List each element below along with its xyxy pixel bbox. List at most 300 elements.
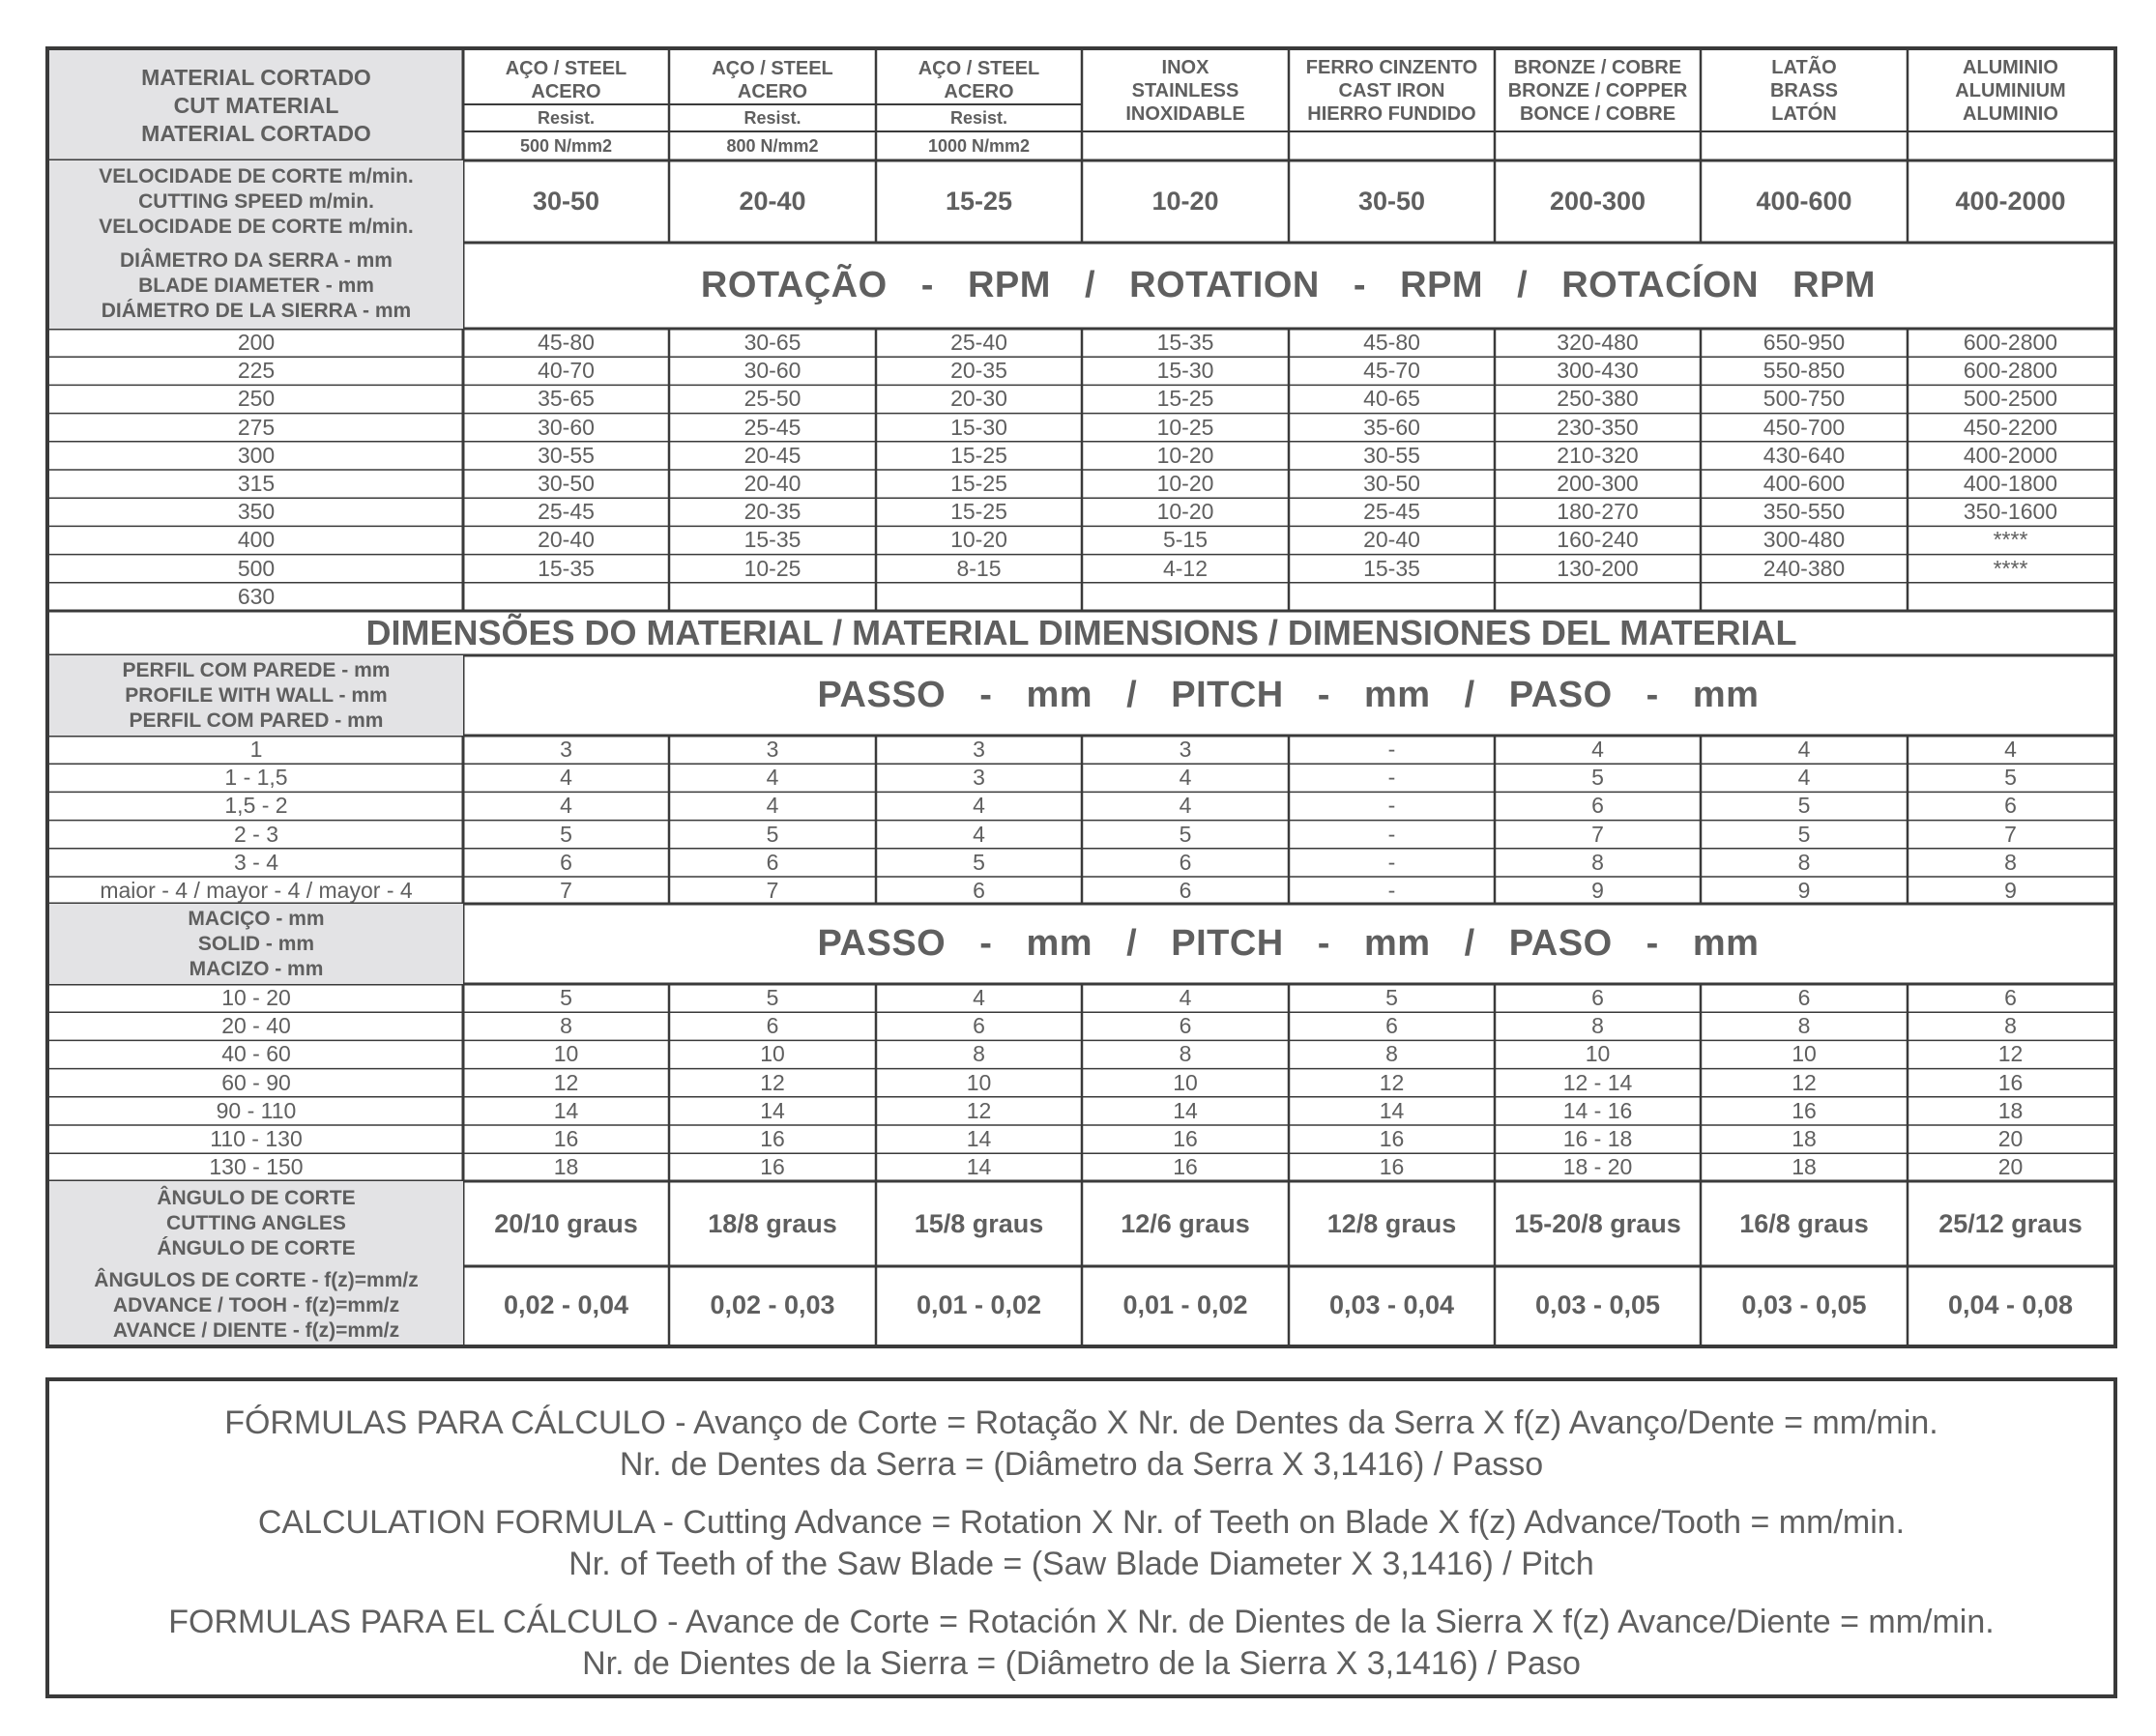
blade-diameter-label-line: DIÂMETRO DA SERRA - mm — [120, 248, 393, 272]
advance-value: 0,03 - 0,05 — [1741, 1290, 1867, 1319]
pitch-value: 5 — [973, 849, 985, 875]
pitch-value: 5 — [766, 985, 779, 1011]
formula-block — [49, 1403, 2113, 1486]
pitch-value: 3 — [973, 765, 985, 791]
pitch-value: 10 — [553, 1041, 579, 1067]
cutting-speed-value: 400-600 — [1756, 187, 1852, 216]
column-header-line: INOX — [1161, 57, 1209, 78]
pitch-value: 5 — [560, 821, 572, 847]
rpm-value: 40-70 — [538, 358, 595, 384]
pitch-value: 7 — [766, 878, 779, 904]
pitch-value: 4 — [766, 793, 779, 819]
rpm-value: 25-50 — [743, 386, 801, 412]
rpm-value: 40-65 — [1363, 386, 1420, 412]
cutting-speed-value: 30-50 — [1357, 187, 1426, 216]
column-header — [1908, 50, 2113, 131]
rpm-value: 450-2200 — [1963, 414, 2058, 440]
solid-size-value: 90 - 110 — [216, 1097, 297, 1123]
rpm-value: 320-480 — [1557, 330, 1639, 356]
pitch-value: 5 — [2004, 765, 2017, 791]
solid-label — [49, 904, 463, 984]
rpm-value: 15-30 — [950, 414, 1007, 440]
rpm-value: 600-2800 — [1963, 358, 2058, 384]
cutting-angle-value: 25/12 graus — [1938, 1208, 2083, 1238]
pitch-value: 4 — [973, 985, 985, 1011]
cutting-angle-value: 15-20/8 graus — [1514, 1208, 1681, 1238]
profile-label-line: PROFILE WITH WALL - mm — [125, 683, 388, 707]
pitch-value: - — [1387, 737, 1396, 763]
rpm-value — [1701, 583, 1908, 611]
rpm-value: 30-55 — [1363, 442, 1420, 468]
formula-line: CALCULATION FORMULA - Cutting Advance = Rotation X Nr. of Teeth on Blade X f(z) Advance/Tooth = mm/min. — [257, 1504, 1906, 1541]
rpm-value: 15-35 — [743, 527, 801, 553]
diameter-value: 500 — [237, 555, 276, 581]
pitch-value: 14 — [760, 1097, 785, 1123]
solid-label-line: MACIZO - mm — [189, 957, 324, 980]
solid-size-value: 130 - 150 — [209, 1154, 304, 1180]
solid-label-line: SOLID - mm — [197, 932, 315, 955]
formula-block — [49, 1602, 2113, 1685]
rpm-value: 210-320 — [1557, 442, 1639, 468]
pitch-value: 12 — [1997, 1041, 2024, 1067]
column-header-line: AÇO / STEEL — [712, 58, 833, 79]
pitch-value: 7 — [560, 878, 572, 904]
pitch-value: - — [1387, 765, 1396, 791]
rpm-value: 20-40 — [538, 527, 595, 553]
rpm-value: 25-40 — [950, 330, 1007, 356]
pitch-value: 12 — [966, 1097, 992, 1123]
diameter-value: 315 — [237, 471, 276, 497]
rpm-value: 10-20 — [1156, 471, 1214, 497]
pitch-value: 6 — [2004, 793, 2017, 819]
pitch-value: 14 — [1379, 1097, 1405, 1123]
rpm-value: 180-270 — [1557, 499, 1639, 525]
advance-label-line: ÂNGULOS DE CORTE - f(z)=mm/z — [94, 1268, 419, 1291]
rpm-value: **** — [1993, 527, 2028, 553]
pitch-value: 8 — [2004, 1013, 2017, 1039]
cutting-angles-label-line: ÁNGULO DE CORTE — [157, 1237, 356, 1259]
material-header-line: MATERIAL CORTADO — [141, 64, 371, 90]
rpm-value: 8-15 — [956, 555, 1002, 581]
pitch-value: 4 — [560, 765, 572, 791]
pitch-value: 14 — [966, 1154, 992, 1180]
rpm-value: 15-25 — [1156, 386, 1214, 412]
resist-label: Resist. — [537, 107, 596, 128]
rpm-value: 35-60 — [1363, 414, 1420, 440]
pitch-value: 4 — [973, 821, 985, 847]
cutting-angles-label — [49, 1181, 463, 1266]
rpm-value: 500-2500 — [1963, 386, 2058, 412]
rpm-value: 10-25 — [1156, 414, 1214, 440]
pitch-value: 4 — [1179, 793, 1192, 819]
cutting-speed-label-line: VELOCIDADE DE CORTE m/min. — [99, 164, 414, 188]
pitch-value: 8 — [560, 1013, 572, 1039]
pitch-value: 8 — [2004, 849, 2017, 875]
pitch-value: 10 — [1585, 1041, 1611, 1067]
rpm-value: 160-240 — [1557, 527, 1639, 553]
column-header-line: BRONZE / COBRE — [1513, 57, 1682, 78]
rpm-value — [669, 583, 876, 611]
profile-wall-value: 3 - 4 — [233, 849, 279, 875]
pitch-value: 5 — [1797, 793, 1811, 819]
pitch-value: 16 — [1379, 1126, 1405, 1152]
advance-value: 0,02 - 0,03 — [710, 1290, 835, 1319]
pitch-value: 3 — [1179, 737, 1192, 763]
rpm-value: 15-35 — [1156, 330, 1214, 356]
cutting-angles-label-line: ÂNGULO DE CORTE — [157, 1187, 356, 1209]
pitch-value: 4 — [560, 793, 572, 819]
column-header-line: CAST IRON — [1338, 80, 1445, 101]
solid-size-value: 60 - 90 — [221, 1069, 291, 1095]
cutting-angle-value: 18/8 graus — [708, 1208, 837, 1238]
column-header-line: BRONZE / COPPER — [1507, 80, 1688, 101]
pitch-value: 3 — [560, 737, 572, 763]
pitch-value: 8 — [1797, 849, 1811, 875]
cutting-speed-value: 200-300 — [1549, 187, 1646, 216]
advance-label-line: AVANCE / DIENTE - f(z)=mm/z — [112, 1318, 400, 1342]
column-header-line: ALUMINIO — [1963, 103, 2058, 125]
rpm-value: 30-60 — [538, 414, 595, 440]
rpm-value: 240-380 — [1763, 555, 1846, 581]
pitch-value: 8 — [1591, 849, 1604, 875]
material-header-line: MATERIAL CORTADO — [141, 120, 371, 146]
rpm-value: 15-25 — [950, 442, 1007, 468]
pitch-value: 18 — [1792, 1126, 1817, 1152]
rpm-value: 25-45 — [538, 499, 595, 525]
rpm-value: 650-950 — [1763, 330, 1846, 356]
pitch-value: 7 — [1591, 821, 1604, 847]
rpm-value: 15-35 — [538, 555, 595, 581]
cutting-speed-value: 15-25 — [945, 187, 1013, 216]
rpm-value: 45-70 — [1363, 358, 1420, 384]
rpm-value: 30-65 — [743, 330, 801, 356]
rpm-value — [463, 583, 669, 611]
rpm-value: 25-45 — [1363, 499, 1420, 525]
resist-label: Resist. — [949, 107, 1008, 128]
pitch-value: 6 — [1797, 985, 1811, 1011]
pitch-value: 20 — [1997, 1126, 2024, 1152]
pitch-value: 12 — [1379, 1069, 1405, 1095]
pitch-value: 14 — [553, 1097, 579, 1123]
rpm-value: 5-15 — [1162, 527, 1209, 553]
diameter-value: 400 — [237, 527, 276, 553]
column-header-line: BONCE / COBRE — [1519, 103, 1676, 125]
rpm-value: 10-25 — [743, 555, 801, 581]
cutting-angle-value: 20/10 graus — [494, 1208, 638, 1238]
column-header-line: ACERO — [944, 81, 1014, 102]
rpm-value: 400-1800 — [1963, 471, 2058, 497]
cutting-angle-value: 16/8 graus — [1739, 1208, 1869, 1238]
column-header-line: ALUMINIUM — [1955, 80, 2066, 101]
pitch-value: 14 — [966, 1126, 992, 1152]
rotation-banner: ROTAÇÃO - RPM / ROTATION - RPM / ROTACÍON RPM — [700, 265, 1877, 305]
pitch-value: 5 — [560, 985, 572, 1011]
solid-label-line: MACIÇO - mm — [188, 907, 325, 930]
advance-value: 0,04 - 0,08 — [1947, 1290, 2074, 1319]
diameter-value: 300 — [237, 442, 276, 468]
pitch-value: - — [1387, 849, 1396, 875]
cutting-speed-label-line: CUTTING SPEED m/min. — [138, 189, 374, 213]
pitch-value: 4 — [1591, 737, 1604, 763]
pitch-banner-profile: PASSO - mm / PITCH - mm / PASO - mm — [817, 675, 1760, 715]
advance-value: 0,02 - 0,04 — [503, 1290, 629, 1319]
pitch-value: 8 — [973, 1041, 985, 1067]
cutting-angle-value: 12/8 graus — [1326, 1208, 1457, 1238]
dimensions-banner: DIMENSÕES DO MATERIAL / MATERIAL DIMENSIONS / DIMENSIONES DEL MATERIAL — [365, 613, 1797, 652]
column-header — [1701, 50, 1908, 131]
solid-size-value: 20 - 40 — [221, 1013, 291, 1039]
blade-diameter-label-line: BLADE DIAMETER - mm — [138, 274, 374, 297]
rpm-value: 20-35 — [950, 358, 1007, 384]
rpm-value: 430-640 — [1763, 442, 1846, 468]
rpm-value: 20-30 — [950, 386, 1007, 412]
rpm-value — [1908, 583, 2113, 611]
pitch-value: 6 — [2004, 985, 2017, 1011]
pitch-value: 10 — [966, 1069, 992, 1095]
column-header — [1289, 50, 1495, 131]
blade-diameter-label — [49, 243, 463, 329]
rpm-value — [1082, 583, 1289, 611]
pitch-value: 14 - 16 — [1562, 1097, 1633, 1123]
profile-wall-value: maior - 4 / mayor - 4 / mayor - 4 — [100, 878, 413, 904]
pitch-value: 12 — [1792, 1069, 1817, 1095]
advance-value: 0,01 - 0,02 — [916, 1290, 1042, 1319]
strength-label: 500 N/mm2 — [519, 135, 613, 156]
pitch-value: 16 — [760, 1126, 785, 1152]
rpm-value: 30-55 — [538, 442, 595, 468]
strength-label: 800 N/mm2 — [726, 135, 819, 156]
rpm-value: 45-80 — [538, 330, 595, 356]
rpm-value: 500-750 — [1763, 386, 1846, 412]
formula-block — [49, 1502, 2113, 1585]
solid-size-value: 10 - 20 — [221, 985, 291, 1011]
pitch-value: 16 — [1379, 1154, 1405, 1180]
pitch-value: 4 — [1797, 765, 1811, 791]
pitch-value: 16 — [1792, 1097, 1817, 1123]
pitch-value: 16 — [1173, 1154, 1198, 1180]
cutting-speed-value: 10-20 — [1151, 187, 1219, 216]
pitch-value: 3 — [973, 737, 985, 763]
cutting-speed-value: 400-2000 — [1955, 187, 2066, 216]
rpm-value: 300-480 — [1763, 527, 1846, 553]
rpm-value — [876, 583, 1082, 611]
cutting-parameters-table — [45, 46, 2117, 1348]
pitch-value: 6 — [1591, 985, 1604, 1011]
pitch-value: - — [1387, 793, 1396, 819]
pitch-value: 16 — [553, 1126, 579, 1152]
cutting-speed-label-line: VELOCIDADE DE CORTE m/min. — [99, 215, 414, 238]
pitch-value: 5 — [1179, 821, 1192, 847]
pitch-value: 4 — [973, 793, 985, 819]
pitch-value: 6 — [1179, 1013, 1192, 1039]
rpm-value: 230-350 — [1557, 414, 1639, 440]
pitch-value: 16 — [1173, 1126, 1198, 1152]
pitch-value: 8 — [1797, 1013, 1811, 1039]
rpm-value: 400-2000 — [1963, 442, 2058, 468]
cutting-angles-label-line: CUTTING ANGLES — [166, 1212, 346, 1234]
pitch-value: 6 — [1591, 793, 1604, 819]
column-header-line: AÇO / STEEL — [918, 58, 1040, 79]
pitch-value: 12 - 14 — [1562, 1069, 1633, 1095]
pitch-value: 18 — [1997, 1097, 2024, 1123]
rpm-value: 20-40 — [743, 471, 801, 497]
column-header — [463, 50, 669, 104]
pitch-value: 16 — [760, 1154, 785, 1180]
solid-size-value: 40 - 60 — [221, 1041, 291, 1067]
advance-value: 0,03 - 0,05 — [1534, 1290, 1661, 1319]
column-header-line: LATÃO — [1771, 57, 1837, 78]
rpm-value: 450-700 — [1763, 414, 1846, 440]
pitch-value: 4 — [1797, 737, 1811, 763]
pitch-value: 6 — [1385, 1013, 1398, 1039]
pitch-value: 6 — [973, 1013, 985, 1039]
rpm-value: 20-45 — [743, 442, 801, 468]
profile-wall-value: 1 - 1,5 — [224, 765, 288, 791]
column-header-line: STAINLESS — [1131, 80, 1239, 101]
diameter-value: 225 — [237, 358, 276, 384]
column-header-line: BRASS — [1769, 80, 1838, 101]
cutting-angle-value: 15/8 graus — [914, 1208, 1044, 1238]
advance-label — [49, 1266, 463, 1345]
pitch-value: 6 — [560, 849, 572, 875]
rpm-value: 30-50 — [1363, 471, 1420, 497]
rpm-value: 15-35 — [1363, 555, 1420, 581]
formula-line: Nr. de Dientes de la Sierra = (Diâmetro de la Sierra X 3,1416) / Paso — [582, 1645, 1581, 1682]
rpm-value: 10-20 — [1156, 442, 1214, 468]
rpm-value — [1289, 583, 1495, 611]
formula-line: FÓRMULAS PARA CÁLCULO - Avanço de Corte = Rotação X Nr. de Dentes da Serra X f(z) Avanço/Dente = mm/min. — [224, 1404, 1938, 1441]
pitch-value: 12 — [760, 1069, 785, 1095]
pitch-value: 16 - 18 — [1562, 1126, 1633, 1152]
cutting-speed-value: 20-40 — [739, 187, 806, 216]
rpm-value: 350-550 — [1763, 499, 1846, 525]
rpm-value: 20-40 — [1363, 527, 1420, 553]
pitch-value: 4 — [766, 765, 779, 791]
rpm-value: 400-600 — [1763, 471, 1846, 497]
profile-label — [49, 655, 463, 736]
pitch-value: 4 — [1179, 985, 1192, 1011]
diameter-value: 630 — [237, 583, 276, 609]
pitch-value: 8 — [1179, 1041, 1192, 1067]
pitch-value: 3 — [766, 737, 779, 763]
rpm-value: 4-12 — [1162, 555, 1209, 581]
rpm-value: 10-20 — [1156, 499, 1214, 525]
resist-label: Resist. — [743, 107, 801, 128]
rpm-value: 200-300 — [1557, 471, 1639, 497]
cutting-speed-label — [49, 160, 463, 243]
rpm-value: 10-20 — [950, 527, 1007, 553]
pitch-value: 18 — [1792, 1154, 1817, 1180]
formula-line: Nr. de Dentes da Serra = (Diâmetro da Serra X 3,1416) / Passo — [619, 1446, 1544, 1483]
solid-size-value: 110 - 130 — [210, 1126, 303, 1152]
pitch-value: 18 — [553, 1154, 579, 1180]
pitch-value: 6 — [1179, 878, 1192, 904]
advance-value: 0,01 - 0,02 — [1122, 1290, 1248, 1319]
pitch-value: 6 — [973, 878, 985, 904]
cutting-angle-value: 12/6 graus — [1121, 1208, 1250, 1238]
column-header — [876, 50, 1082, 104]
column-header-line: HIERRO FUNDIDO — [1307, 103, 1476, 125]
material-header-line: CUT MATERIAL — [173, 92, 339, 118]
pitch-value: - — [1387, 878, 1396, 904]
pitch-value: 4 — [2004, 737, 2017, 763]
rpm-value: 600-2800 — [1963, 330, 2058, 356]
strength-label: 1000 N/mm2 — [927, 135, 1031, 156]
rpm-value: 130-200 — [1557, 555, 1639, 581]
diameter-value: 200 — [237, 330, 276, 356]
pitch-value: 5 — [1797, 821, 1811, 847]
pitch-value: 9 — [2004, 878, 2017, 904]
diameter-value: 250 — [237, 386, 276, 412]
column-header-line: AÇO / STEEL — [505, 58, 627, 79]
diameter-value: 275 — [237, 414, 276, 440]
column-header-line: INOXIDABLE — [1125, 103, 1245, 125]
pitch-value: 5 — [1591, 765, 1604, 791]
advance-label-line: ADVANCE / TOOH - f(z)=mm/z — [112, 1293, 400, 1316]
rpm-value: 20-35 — [743, 499, 801, 525]
rpm-value: 30-50 — [538, 471, 595, 497]
column-header-line: ACERO — [737, 81, 808, 102]
pitch-value: 8 — [1385, 1041, 1398, 1067]
pitch-value: 12 — [553, 1069, 579, 1095]
rpm-value: 45-80 — [1363, 330, 1420, 356]
profile-wall-value: 1 — [249, 737, 263, 763]
profile-wall-value: 2 - 3 — [233, 821, 279, 847]
column-header — [1495, 50, 1701, 131]
advance-value: 0,03 - 0,04 — [1328, 1290, 1455, 1319]
pitch-value: 10 — [760, 1041, 785, 1067]
pitch-value: 6 — [766, 1013, 779, 1039]
formula-line: FORMULAS PARA EL CÁLCULO - Avance de Corte = Rotación X Nr. de Dientes de la Sierra X f(z) Avance/Diente = mm/min. — [168, 1604, 1995, 1640]
profile-label-line: PERFIL COM PARED - mm — [129, 709, 384, 732]
rpm-value: 35-65 — [538, 386, 595, 412]
rpm-value: **** — [1993, 555, 2028, 581]
column-header-line: LATÓN — [1771, 103, 1837, 125]
pitch-value: 16 — [1997, 1069, 2024, 1095]
pitch-value: 7 — [2004, 821, 2017, 847]
rpm-value: 15-25 — [950, 499, 1007, 525]
rpm-value: 550-850 — [1763, 358, 1846, 384]
rpm-value: 30-60 — [743, 358, 801, 384]
pitch-value: 4 — [1179, 765, 1192, 791]
pitch-value: 5 — [1385, 985, 1398, 1011]
column-header — [1082, 50, 1289, 131]
material-header — [49, 50, 463, 160]
rpm-value: 25-45 — [743, 414, 801, 440]
pitch-value: 9 — [1797, 878, 1811, 904]
pitch-value: 10 — [1173, 1069, 1198, 1095]
rpm-value: 15-25 — [950, 471, 1007, 497]
pitch-value: 20 — [1997, 1154, 2024, 1180]
formula-box — [45, 1377, 2117, 1698]
pitch-value: 5 — [766, 821, 779, 847]
pitch-value: 14 — [1173, 1097, 1198, 1123]
pitch-value: 6 — [1179, 849, 1192, 875]
cutting-speed-value: 30-50 — [532, 187, 600, 216]
pitch-banner-solid: PASSO - mm / PITCH - mm / PASO - mm — [817, 923, 1760, 964]
column-header-line: ALUMINIO — [1963, 57, 2058, 78]
rpm-value: 350-1600 — [1963, 499, 2058, 525]
pitch-value: 18 - 20 — [1562, 1154, 1633, 1180]
rpm-value: 250-380 — [1557, 386, 1639, 412]
rpm-value — [1495, 583, 1701, 611]
profile-wall-value: 1,5 - 2 — [224, 793, 288, 819]
pitch-value: 6 — [766, 849, 779, 875]
formula-line: Nr. of Teeth of the Saw Blade = (Saw Blade Diameter X 3,1416) / Pitch — [568, 1546, 1594, 1582]
column-header — [669, 50, 876, 104]
column-header-line: FERRO CINZENTO — [1305, 57, 1478, 78]
rpm-value: 300-430 — [1557, 358, 1639, 384]
